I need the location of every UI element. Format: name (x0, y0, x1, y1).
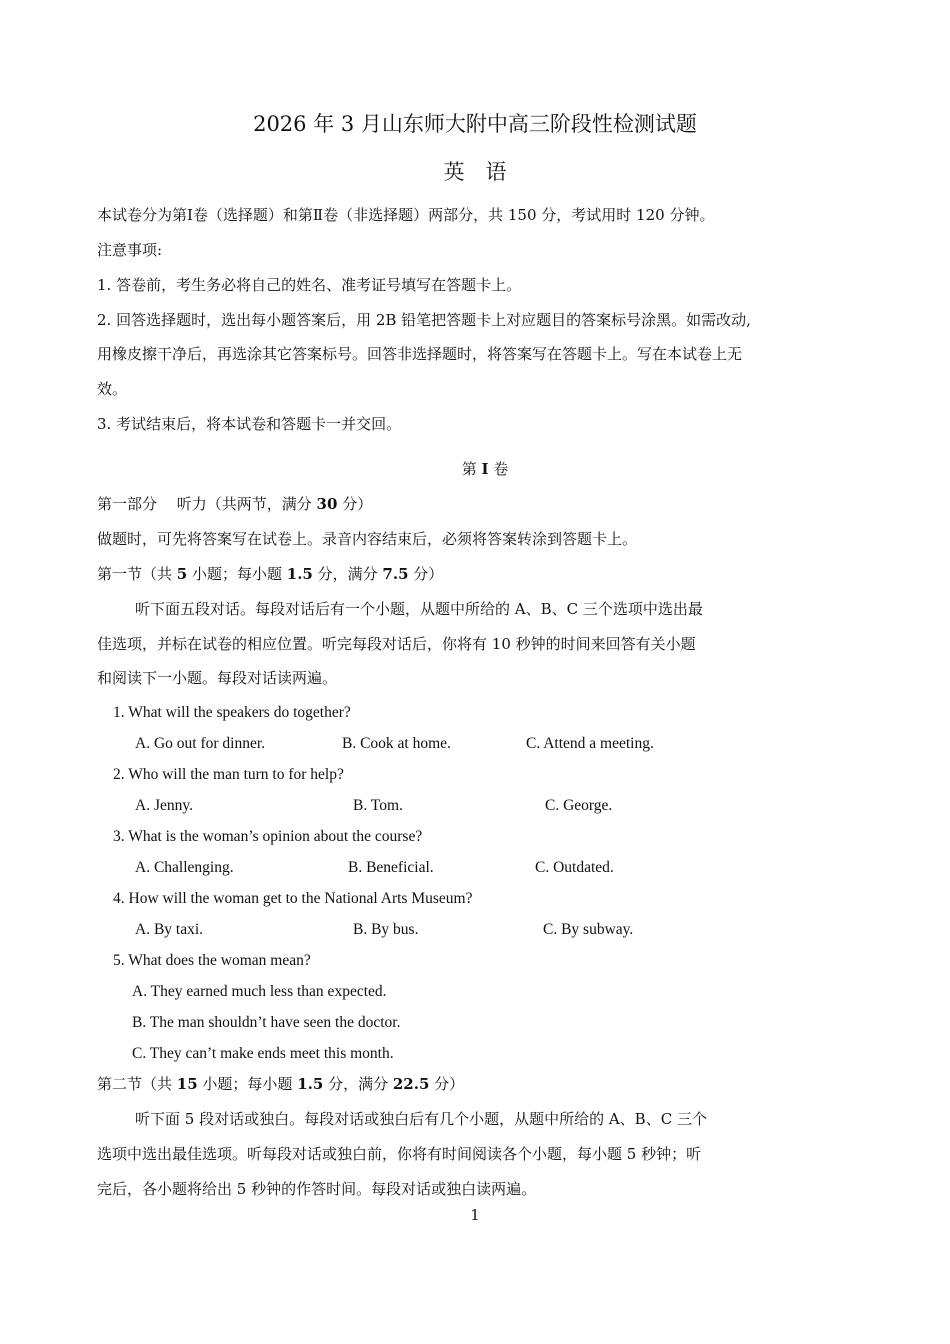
note-1: 1. 答卷前，考生务必将自己的姓名、准考证号填写在答题卡上。 (97, 276, 522, 294)
volume-heading: 第 I 卷 (461, 460, 509, 478)
q5-option-b: B. The man shouldn’t have seen the doctor. (132, 1014, 401, 1031)
q2-option-a: A. Jenny. (135, 797, 193, 814)
question-2: 2. Who will the man turn to for help? (113, 766, 344, 783)
question-3: 3. What is the woman’s opinion about the course? (113, 828, 423, 845)
section1-para-line-2: 佳选项，并标在试卷的相应位置。听完每段对话后，你将有 10 秒钟的时间来回答有关小题 (97, 635, 696, 653)
question-1: 1. What will the speakers do together? (113, 704, 351, 721)
q3-option-a: A. Challenging. (135, 859, 234, 876)
section1-para-line-3: 和阅读下一小题。每段对话读两遍。 (97, 669, 338, 687)
q1-option-b: B. Cook at home. (342, 735, 451, 752)
exam-title: 2026 年 3 月山东师大附中高三阶段性检测试题 (253, 112, 697, 136)
question-4: 4. How will the woman get to the National Arts Museum? (113, 890, 473, 907)
notes-heading: 注意事项: (97, 241, 163, 259)
q2-option-b: B. Tom. (353, 797, 403, 814)
exam-structure: 本试卷分为第Ⅰ卷（选择题）和第Ⅱ卷（非选择题）两部分，共 150 分，考试用时 120 分钟。 (97, 206, 715, 224)
part1-instruction: 做题时，可先将答案写在试卷上。录音内容结束后，必须将答案转涂到答题卡上。 (97, 530, 638, 548)
q4-option-a: A. By taxi. (135, 921, 204, 938)
section1-para-line-1: 听下面五段对话。每段对话后有一个小题，从题中所给的 A、B、C 三个选项中选出最 (135, 600, 703, 618)
section2-para-line-2: 选项中选出最佳选项。听每段对话或独白前，你将有时间阅读各个小题，每小题 5 秒钟；听 (97, 1145, 702, 1163)
q3-option-c: C. Outdated. (535, 859, 614, 876)
q5-option-a: A. They earned much less than expected. (132, 983, 387, 1000)
note-2-line-3: 效。 (97, 380, 128, 398)
section2-heading: 第二节（共 15 小题；每小题 1.5 分，满分 22.5 分） (97, 1075, 465, 1093)
note-2-line-1: 2. 回答选择题时，选出每小题答案后，用 2B 铅笔把答题卡上对应题目的答案标号涂黑。如需改动, (97, 311, 751, 329)
q5-option-c: C. They can’t make ends meet this month. (132, 1045, 394, 1062)
subject-title: 英 语 (443, 160, 507, 184)
q4-option-c: C. By subway. (543, 921, 634, 938)
part1-heading: 第一部分 听力（共两节，满分 30 分） (97, 495, 373, 513)
note-3: 3. 考试结束后，将本试卷和答题卡一并交回。 (97, 415, 402, 433)
note-2-line-2: 用橡皮擦干净后，再选涂其它答案标号。回答非选择题时，将答案写在答题卡上。写在本试卷上无 (97, 345, 743, 363)
section1-heading: 第一节（共 5 小题；每小题 1.5 分，满分 7.5 分） (97, 565, 444, 583)
section2-para-line-1: 听下面 5 段对话或独白。每段对话或独白后有几个小题，从题中所给的 A、B、C 三个 (135, 1110, 707, 1128)
q2-option-c: C. George. (545, 797, 613, 814)
q1-option-a: A. Go out for dinner. (135, 735, 266, 752)
section2-para-line-3: 完后，各小题将给出 5 秒钟的作答时间。每段对话或独白读两遍。 (97, 1180, 537, 1198)
q4-option-b: B. By bus. (353, 921, 419, 938)
question-5: 5. What does the woman mean? (113, 952, 311, 969)
q3-option-b: B. Beneficial. (348, 859, 434, 876)
page-number: 1 (470, 1206, 480, 1224)
q1-option-c: C. Attend a meeting. (526, 735, 654, 752)
